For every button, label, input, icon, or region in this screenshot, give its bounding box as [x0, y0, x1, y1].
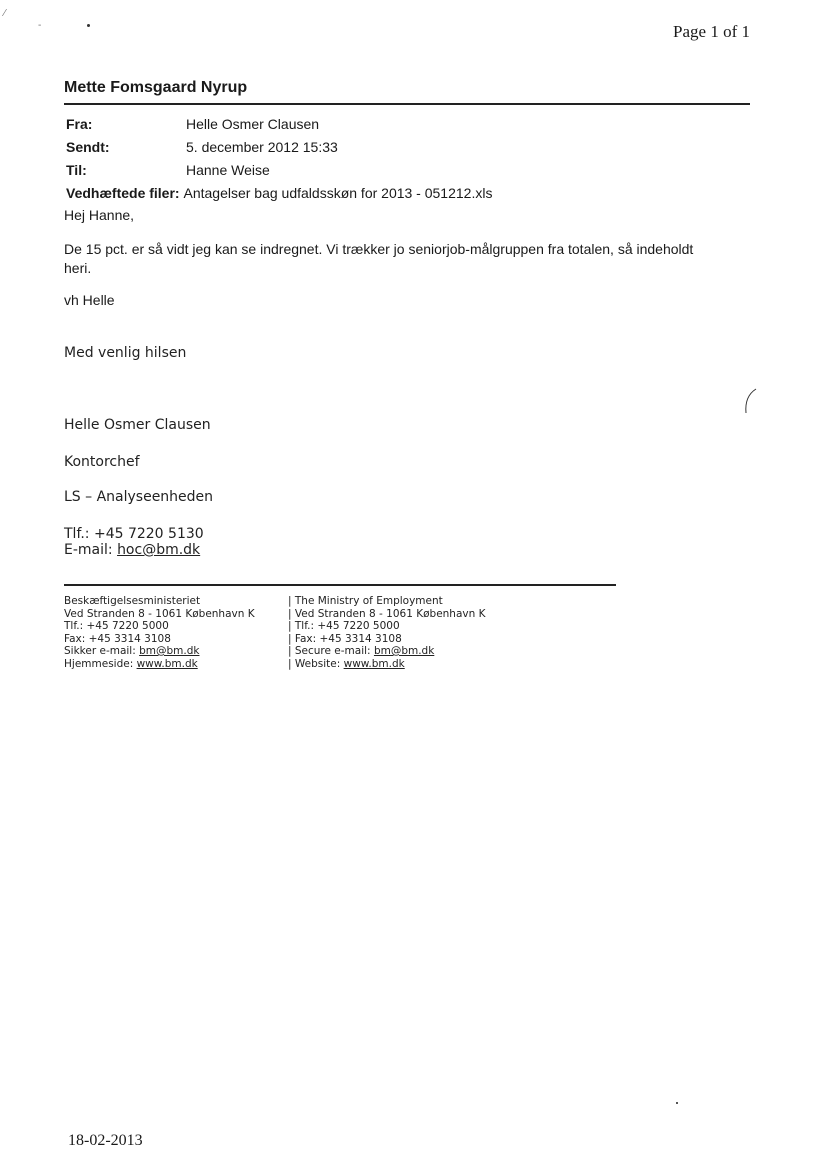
scan-speck: - — [38, 20, 42, 31]
signature-phone: Tlf.: +45 7220 5130 — [64, 526, 204, 542]
message-line: heri. — [64, 260, 92, 276]
footer-org: | The Ministry of Employment — [288, 595, 443, 607]
signature-name: Helle Osmer Clausen — [64, 417, 211, 433]
attachment-filename: Antagelser bag udfaldsskøn for 2013 - 051212.xls — [183, 185, 493, 201]
scan-speck: ⁄ — [4, 8, 6, 19]
closing: vh Helle — [64, 292, 115, 308]
footer-fax: Fax: +45 3314 3108 — [64, 632, 171, 645]
footer-fax: | Fax: +45 3314 3108 — [288, 632, 402, 645]
header-value: 5. december 2012 15:33 — [186, 139, 338, 155]
header-label: Fra: — [66, 116, 93, 132]
header-label: Sendt: — [66, 139, 110, 155]
header-row-attachments — [66, 185, 492, 201]
header-label: Vedhæftede filer: — [66, 185, 180, 201]
footer-address: Ved Stranden 8 - 1061 København K — [64, 607, 255, 620]
mailbox-owner-name: Mette Fomsgaard Nyrup — [64, 79, 248, 96]
footer-phone: Tlf.: +45 7220 5000 — [64, 620, 169, 632]
footer-secure-email: Sikker e-mail: bm@bm.dk — [64, 645, 200, 657]
pen-mark — [742, 388, 758, 414]
footer-address: | Ved Stranden 8 - 1061 København K — [288, 607, 486, 620]
header-value: Hanne Weise — [186, 162, 270, 178]
signature-email-label: E-mail: — [64, 542, 118, 558]
footer-website: | Website: www.bm.dk — [288, 657, 405, 670]
message-paragraph — [64, 240, 754, 278]
signature-title: Kontorchef — [64, 454, 140, 470]
footer-secure-email-link[interactable]: bm@bm.dk — [139, 645, 200, 657]
header-row-from — [66, 116, 319, 132]
header-value: Helle Osmer Clausen — [186, 116, 320, 132]
signature-email-link[interactable]: hoc@bm.dk — [117, 542, 201, 558]
scan-speck — [676, 1102, 678, 1104]
footer-org: Beskæftigelsesministeriet — [64, 595, 201, 607]
footer-website: Hjemmeside: www.bm.dk — [64, 657, 198, 670]
message-line: De 15 pct. er så vidt jeg kan se indregnet. Vi trækker jo seniorjob-målgruppen fra totalen, så indeholdt — [64, 241, 694, 257]
footer-website-link[interactable]: www.bm.dk — [136, 657, 198, 670]
header-row-to — [66, 162, 270, 178]
footer-divider — [64, 584, 616, 586]
signature-unit: LS – Analyseenheden — [64, 489, 214, 505]
header-row-sent — [66, 139, 338, 155]
greeting: Hej Hanne, — [64, 207, 135, 223]
footer-secure-email: | Secure e-mail: bm@bm.dk — [288, 645, 435, 657]
header-divider — [64, 103, 750, 105]
header-label: Til: — [66, 162, 87, 178]
footer-left-column — [64, 595, 255, 670]
footer-website-link[interactable]: www.bm.dk — [343, 657, 405, 670]
footer-secure-email-link[interactable]: bm@bm.dk — [373, 645, 435, 657]
footer-right-column — [288, 595, 486, 670]
signature-email — [64, 542, 200, 558]
footer-phone: | Tlf.: +45 7220 5000 — [288, 620, 400, 632]
page-number: Page 1 of 1 — [673, 22, 750, 41]
signature-regards: Med venlig hilsen — [64, 345, 187, 361]
scan-speck — [87, 24, 90, 27]
print-date: 18-02-2013 — [68, 1132, 143, 1149]
